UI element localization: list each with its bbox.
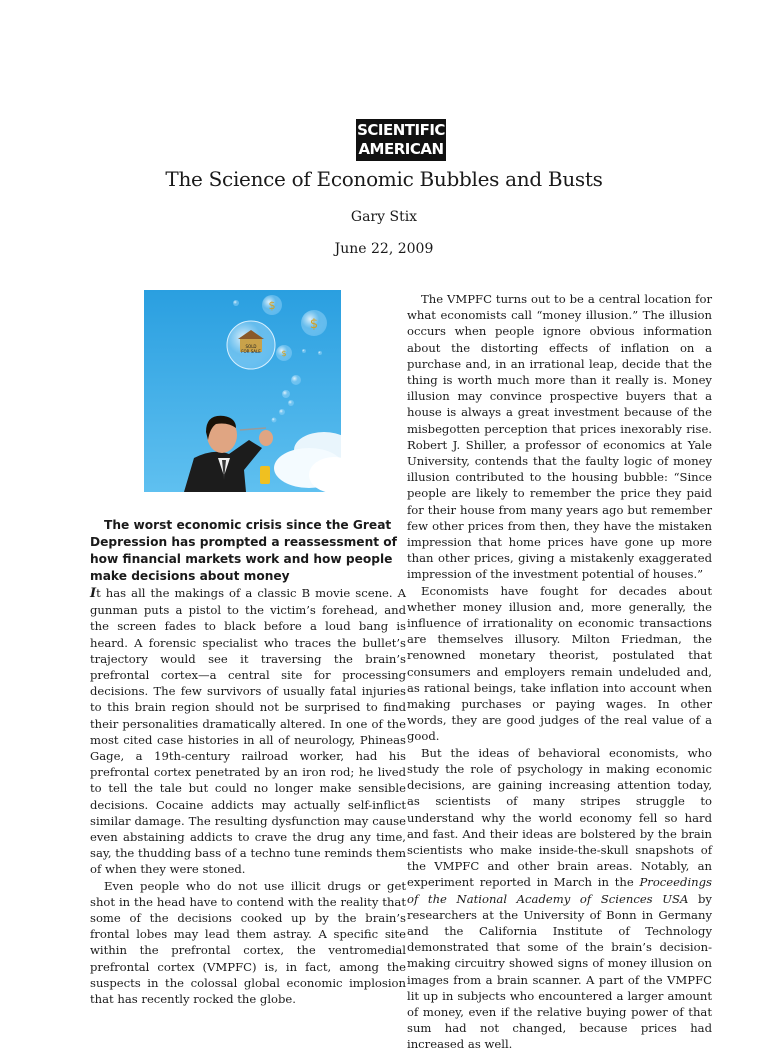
- journal-name: Proceedings of the National Academy of Sciences USA: [407, 875, 712, 906]
- article-illustration: [144, 290, 341, 492]
- right-paragraph-3-end: by researchers at the University of Bonn in Germany and the California Institute of Technology demonstrated that some of the brain’s decision-making circuitry showed signs of money illusion on images from a brain scanner. A part of the VMPFC lit up in subjects who encountered a larger amount of money, even if the relative buying power of that sum had not changed, because prices had increased as well.: [407, 891, 712, 1052]
- logo-line-1: SCIENTIFIC: [357, 121, 445, 139]
- scientific-american-logo: [356, 119, 446, 161]
- right-paragraph-2: Economists have fought for decades about whether money illusion and, more generally, the influence of irrationality on economic transactions are themselves illusory. Milton Friedman, the renowned monetary theorist, postulated that consumers and employers remain undeluded and, as rational beings, take inflation into account when making purchases or paying wages. In other words, they are good judges of the real value of a good.: [407, 583, 712, 744]
- right-paragraph-3: [407, 745, 712, 1053]
- left-paragraph-1: [90, 585, 406, 878]
- right-paragraph-3-start: But the ideas of behavioral economists, who study the role of psychology in making economic decisions, are gaining increasing attention today, as scientists of many stripes struggle to understand why the world economy fell so hard and fast. And their ideas are bolstered by the brain scientists who make inside-the-skull snapshots of the VMPFC and other brain areas. Notably, an experiment reported in March in the: [407, 745, 712, 890]
- right-paragraph-1: The VMPFC turns out to be a central location for what economists call “money illusion.” The illusion occurs when people ignore obvious information about the distorting effects of inflation on a purchase and, in an irrational leap, decide that the thing is worth much more than it really is. Money illusion may convince prospective buyers that a house is always a great investment because of the misbegotten perception that prices inexorably rise. Robert J. Shiller, a professor of economics at Yale University, contends that the faulty logic of money illusion contributed to the housing bubble: “Since people are likely to remember the price they paid for their house from many years ago but remember few other prices from then, they have the mistaken impression that home prices have gone up more than other prices, giving a mistakenly exaggerated impression of the investment potential of houses.”: [407, 292, 712, 582]
- right-column: [407, 291, 712, 1053]
- left-paragraph-1-text: t has all the makings of a classic B movie scene. A gunman puts a pistol to the victim’s forehead, and the screen fades to black before a loud bang is heard. A forensic specialist who traces the bullet’s trajectory would see it traversing the brain’s prefrontal cortex—a central site for processing decisions. The few survivors of usually fatal injuries to this brain region should not be surprised to find their personalities dramatically altered. In one of the most cited case histories in all of neurology, Phineas Gage, a 19th-century railroad worker, had his prefrontal cortex penetrated by an iron rod; he lived to tell the tale but could no longer make sensible decisions. Cocaine addicts may actually self-inflict similar damage. The resulting dysfunction may cause even abstaining addicts to crave the drug any time, say, the thudding bass of a techno tune reminds them of when they were stoned.: [90, 586, 406, 877]
- article-date: June 22, 2009: [334, 241, 434, 257]
- logo-line-2: AMERICAN: [358, 140, 444, 158]
- article-author: Gary Stix: [350, 209, 418, 225]
- man-blowing-bubbles-image: [144, 290, 341, 492]
- drop-cap: I: [90, 586, 97, 601]
- left-column: [90, 517, 406, 1007]
- svg-text:$: $: [268, 299, 276, 312]
- house-sign-text-2: FOR SALE: [241, 349, 261, 354]
- svg-text:$: $: [281, 349, 287, 358]
- house-sign-text-1: SOLD: [245, 344, 257, 349]
- article-lede: The worst economic crisis since the Great Depression has prompted a reassessment of how financial markets work and how people make decisions about money: [90, 518, 397, 583]
- article-title: The Science of Economic Bubbles and Busts: [165, 167, 603, 191]
- svg-text:$: $: [309, 317, 319, 332]
- left-paragraph-2: Even people who do not use illicit drugs or get shot in the head have to contend with the reality that some of the decisions cooked up by the brain’s frontal lobes may lead them astray. A specific site within the prefrontal cortex, the ventromedial prefrontal cortex (VMPFC) is, in fact, among the suspects in the colossal global economic implosion that has recently rocked the globe.: [90, 878, 406, 1007]
